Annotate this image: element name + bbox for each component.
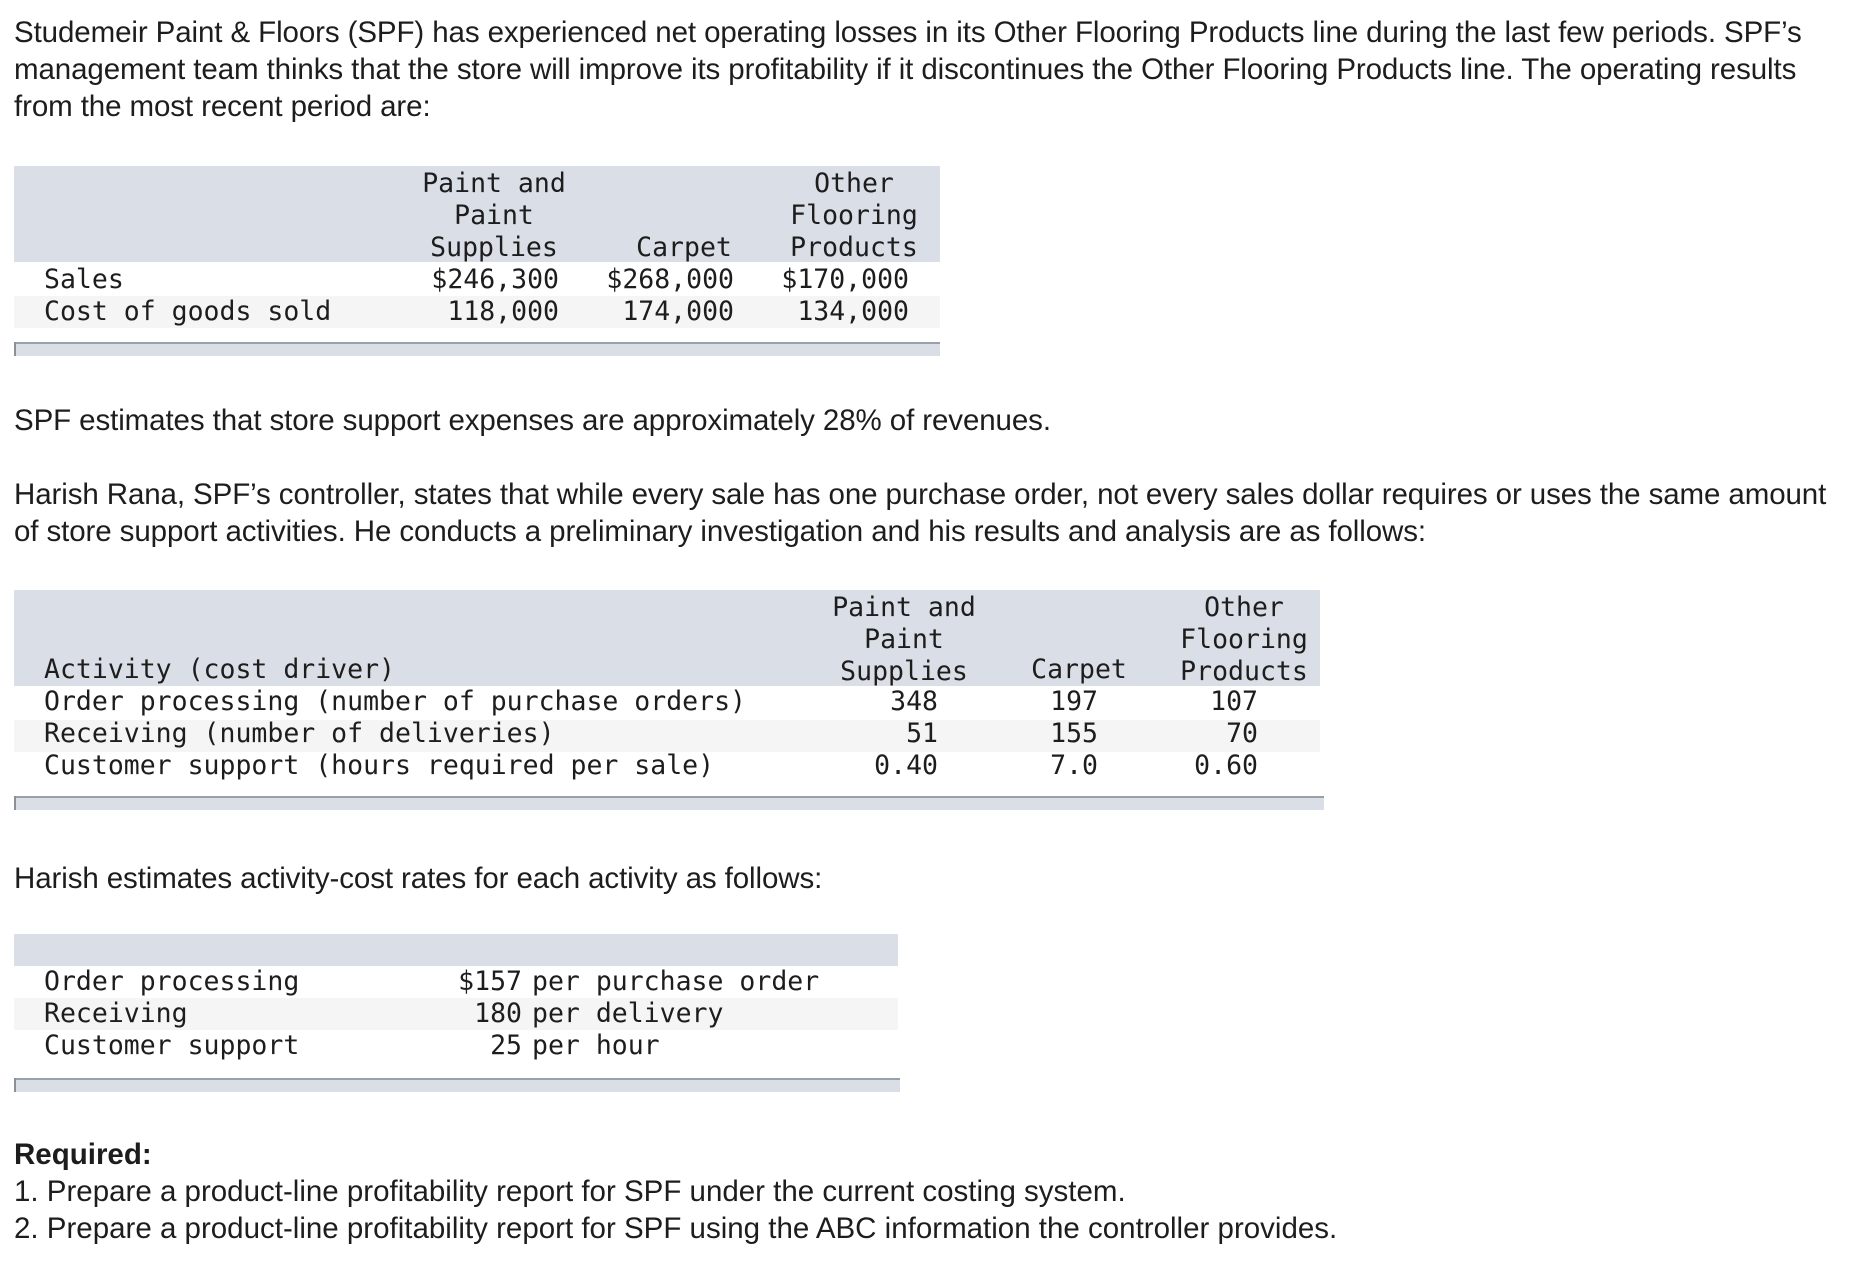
cell-sales-other: $170,000 (781, 264, 909, 295)
col-header-other: Other Flooring Products (790, 168, 918, 263)
controller-paragraph: Harish Rana, SPF’s controller, states that while every sale has one purchase order, not every sales dollar requires or uses the same amount of store support activities. He conducts a preliminary investigation and his results and analysis are as follows: (14, 478, 1827, 548)
rate-unit-support: per hour (532, 1030, 660, 1061)
intro-paragraph: Studemeir Paint & Floors (SPF) has experienced net operating losses in its Other Flooring Products line during the last few periods. SPF’s management team thinks that the store will improve its profitability if it discontinues the Other Flooring Products line. The operating results from the most recent period are: (14, 16, 1802, 123)
cell-receiving-paint: 51 (906, 718, 938, 749)
activity-rate-table (14, 934, 900, 1092)
rate-unit-order: per purchase order (532, 966, 820, 997)
cell-cogs-other: 134,000 (797, 296, 909, 327)
row-label-customer-support: Customer support (hours required per sale) (44, 750, 715, 781)
rate-amount-order: $157 (458, 966, 522, 997)
cell-sales-paint: $246,300 (431, 264, 559, 295)
rate-amount-support: 25 (490, 1030, 522, 1061)
cell-support-paint: 0.40 (874, 750, 938, 781)
col-header-other: Other Flooring Products (1180, 592, 1308, 687)
cell-receiving-carpet: 155 (1050, 718, 1098, 749)
table-footer-bar (14, 342, 940, 356)
support-expense-text: SPF estimates that store support expenses are approximately 28% of revenues. (14, 404, 1051, 437)
row-label-customer-support: Customer support (44, 1030, 300, 1061)
rates-text: Harish estimates activity-cost rates for each activity as follows: (14, 862, 823, 895)
activity-driver-table (14, 590, 1324, 812)
cell-support-carpet: 7.0 (1050, 750, 1098, 781)
table-header-band (14, 934, 898, 966)
col-header-activity: Activity (cost driver) (44, 654, 395, 685)
row-label-order-processing: Order processing (44, 966, 300, 997)
operating-results-table (14, 166, 940, 356)
row-label-receiving: Receiving (number of deliveries) (44, 718, 555, 749)
rate-amount-receiving: 180 (474, 998, 522, 1029)
col-header-paint: Paint and Paint Supplies (832, 592, 976, 687)
cell-support-other: 0.60 (1194, 750, 1258, 781)
required-item-1: 1. Prepare a product-line profitability report for SPF under the current costing system. (14, 1175, 1126, 1208)
cell-cogs-carpet: 174,000 (622, 296, 734, 327)
cell-order-carpet: 197 (1050, 686, 1098, 717)
row-label-sales: Sales (44, 264, 124, 295)
table-footer-bar (14, 1078, 900, 1092)
row-label-cogs: Cost of goods sold (44, 296, 332, 327)
rate-unit-receiving: per delivery (532, 998, 724, 1029)
col-header-carpet: Carpet (636, 232, 732, 263)
cell-order-other: 107 (1210, 686, 1258, 717)
row-label-order-processing: Order processing (number of purchase orders) (44, 686, 746, 717)
required-section (14, 1136, 1337, 1247)
cell-sales-carpet: $268,000 (606, 264, 734, 295)
col-header-paint: Paint and Paint Supplies (422, 168, 566, 263)
table-footer-bar (14, 796, 1324, 810)
required-item-2: 2. Prepare a product-line profitability report for SPF using the ABC information the controller provides. (14, 1212, 1338, 1245)
cell-order-paint: 348 (890, 686, 938, 717)
col-header-carpet: Carpet (1031, 654, 1127, 685)
row-label-receiving: Receiving (44, 998, 188, 1029)
cell-receiving-other: 70 (1226, 718, 1258, 749)
cell-cogs-paint: 118,000 (447, 296, 559, 327)
required-heading: Required: (14, 1138, 152, 1171)
